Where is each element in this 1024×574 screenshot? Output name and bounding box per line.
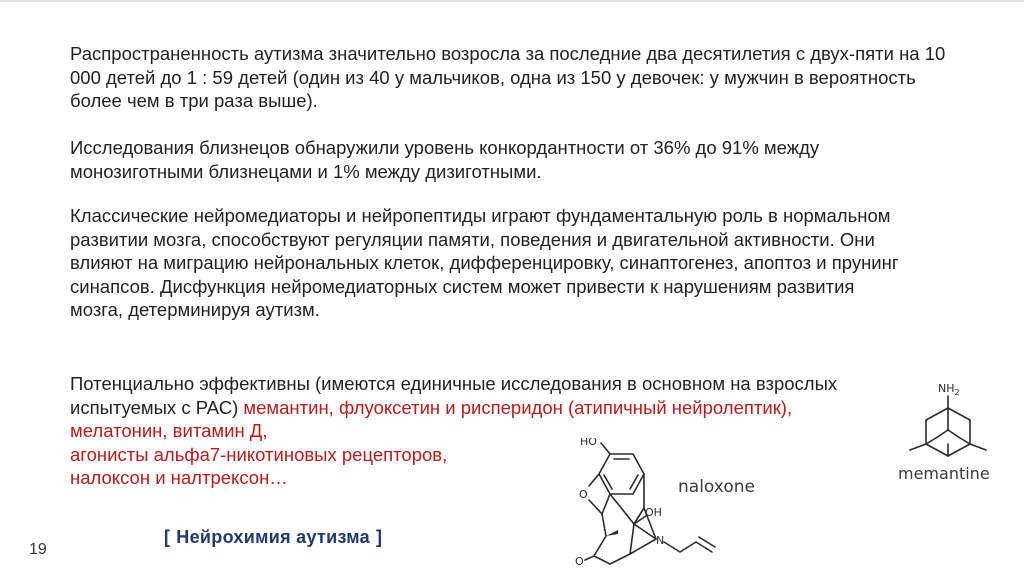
treatments-list-1: мемантин, флуоксетин и рисперидон (атипичный нейролептик), мелатонин, витамин Д, xyxy=(70,396,793,441)
memantine-name: memantine xyxy=(898,464,990,483)
treatments-intro: Потенциально эффективны (имеются единичные исследования в основном на взрослых испытуемых с РАС) xyxy=(70,373,838,418)
footer-bracket-close: ] xyxy=(376,527,383,547)
naloxone-structure xyxy=(560,438,775,574)
naloxone-label-carbonyl-o: O xyxy=(575,555,584,568)
naloxone-label-ho: HO xyxy=(580,438,597,448)
naloxone-label-oh: OH xyxy=(645,506,662,519)
paragraph-neurotransmitters: Классические нейромедиаторы и нейропептиды играют фундаментальную роль в нормальном развитии мозга, способствуют регуляции памяти, поведения и двигательной активности. Они влияют на миграцию нейрональных клеток, дифференцировку, синаптогенез, апоптоз и прунинг синапсов. Дисфункция нейромедиаторных систем может привести к нарушениям развития мозга, детерминируя аутизм. xyxy=(70,205,899,320)
naloxone-label-n: N xyxy=(656,534,665,547)
slide-footer-title xyxy=(158,527,388,548)
treatments-list-2: агонисты альфа7-никотиновых рецепторов, xyxy=(70,443,448,465)
paragraph-twin-studies: Исследования близнецов обнаружили уровень конкордантности от 36% до 91% между монозиготными близнецами и 1% между дизиготными. xyxy=(70,137,820,182)
naloxone-name: naloxone xyxy=(678,477,755,497)
top-divider xyxy=(0,0,1024,2)
footer-title-text: Нейрохимия аутизма xyxy=(176,527,370,547)
naloxone-label-ether-o: O xyxy=(579,488,588,501)
treatments-list-3: налоксон и налтрексон… xyxy=(70,467,288,488)
footer-bracket-open: [ xyxy=(164,527,171,547)
slide-number: 19 xyxy=(29,541,47,558)
memantine-structure xyxy=(888,378,1004,490)
paragraph-prevalence: Распространенность аутизма значительно возросла за последние два десятилетия с двух-пяти на 10 000 детей до 1 : 59 детей (один из 40 у мальчиков, одна из 150 у девочек: у мужчин в вероятность более чем в три раза выше). xyxy=(70,43,946,111)
memantine-amine-label: $NH_2$ xyxy=(938,382,960,397)
